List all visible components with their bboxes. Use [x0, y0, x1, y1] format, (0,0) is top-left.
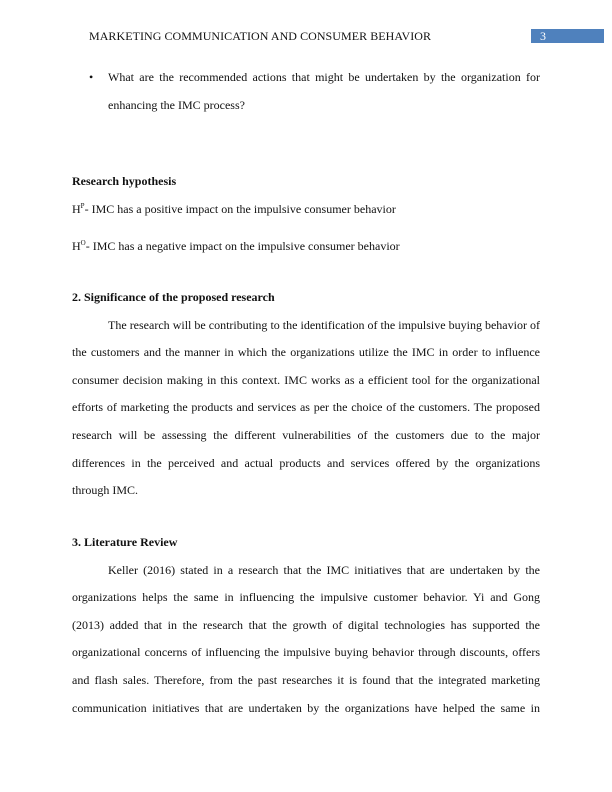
literature-body: Keller (2016) stated in a research that the IMC initiatives that are undertaken by the organizations helps the same in influencing the impulsive customer behavior. Yi and Gong (2013) added that in the research that the growth of digital technologies has supported the organizational concerns of influencing the impulsive buying behavior through discounts, offers and flash sales. Therefore, from the past researches it is found that the integrated marketing communication initiatives that are undertaken by the organizations have helped the same in [72, 562, 540, 715]
significance-heading: 2. Significance of the proposed research [72, 290, 275, 304]
h-text: - IMC has a positive impact on the impulsive consumer behavior [84, 201, 396, 216]
literature-section [72, 529, 540, 722]
hypothesis-positive [72, 196, 540, 224]
h-sup: P [80, 201, 85, 210]
significance-section [72, 284, 540, 505]
running-header: MARKETING COMMUNICATION AND CONSUMER BEHAVIOR [89, 29, 432, 43]
bullet-question: What are the recommended actions that might be undertaken by the organization for enhancing the IMC process? [108, 70, 540, 112]
h-base: H [72, 201, 81, 216]
h-text: - IMC has a negative impact on the impulsive consumer behavior [85, 239, 400, 254]
hypothesis-heading: Research hypothesis [72, 174, 177, 188]
literature-heading: 3. Literature Review [72, 535, 178, 549]
h-sup: O [80, 239, 86, 248]
significance-body: The research will be contributing to the identification of the impulsive buying behavior of the customers and the manner in which the organizations utilize the IMC in order to influence consumer decision making in this context. IMC works as a efficient tool for the organizational efforts of marketing the products and services as per the choice of the customers. The proposed research will be assessing the different vulnerabilities of the customers due to the major differences in the perceived and actual products and services offered by the organizations through IMC. [72, 317, 540, 498]
hypothesis-negative [72, 233, 540, 261]
page-number: 3 [531, 29, 604, 43]
bullet-icon: • [89, 70, 94, 84]
h-base: H [72, 239, 81, 254]
hypothesis-section [72, 168, 540, 261]
